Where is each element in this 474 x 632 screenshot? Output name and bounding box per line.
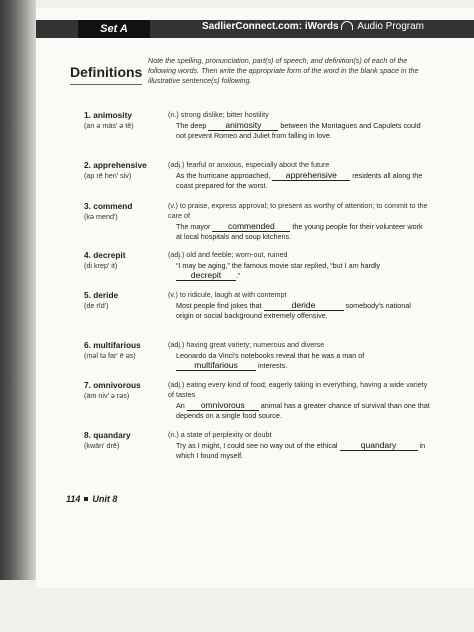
answer-blank[interactable]: apprehensive bbox=[272, 171, 350, 181]
entry-pronunciation: (di krep′ it) bbox=[84, 261, 118, 270]
entry-word: 1. animosity bbox=[84, 110, 132, 120]
entry-pronunciation: (kwän′ drē) bbox=[84, 441, 120, 450]
site-name: SadlierConnect.com: bbox=[202, 21, 303, 32]
answer-blank[interactable]: deride bbox=[264, 301, 344, 311]
answer-blank[interactable]: commended bbox=[212, 222, 290, 232]
entry-pronunciation: (ap rē hen′ siv) bbox=[84, 171, 132, 180]
entry-definition: (adj.) old and feeble; worn-out, ruined bbox=[168, 250, 288, 259]
page-footer bbox=[66, 494, 117, 504]
entry-definition: (adj.) having great variety; numerous and diverse bbox=[168, 340, 325, 349]
entry-sentence: “I may be aging,” the famous movie star replied, “but I am hardly decrepit .” bbox=[176, 261, 381, 280]
entry-word: 6. multifarious bbox=[84, 340, 141, 350]
entry-pronunciation: (məl tə far′ ē əs) bbox=[84, 351, 136, 360]
program-brand: iWords bbox=[304, 21, 339, 32]
entry-sentence: The deep animosity between the Montagues and Capulets could not prevent Romeo and Juliet from falling in love. bbox=[176, 120, 421, 140]
entry-pronunciation: (an ə mäs′ ə tē) bbox=[84, 121, 134, 130]
entry-sentence: The mayor commended the young people for their volunteer work at local hospitals and soup kitchens. bbox=[176, 221, 423, 241]
entry-definition: (v.) to ridicule, laugh at with contempt bbox=[168, 290, 287, 299]
unit-label: Unit 8 bbox=[92, 494, 118, 504]
answer-blank[interactable]: omnivorous bbox=[187, 401, 259, 411]
entry-sentence: Leonardo da Vinci's notebooks reveal that he was a man of multifarious interests. bbox=[176, 351, 365, 370]
entry-word: 8. quandary bbox=[84, 430, 131, 440]
footer-square-icon bbox=[84, 497, 88, 501]
textbook-page bbox=[36, 8, 474, 588]
entry-word: 5. deride bbox=[84, 290, 119, 300]
entry-word: 4. decrepit bbox=[84, 250, 126, 260]
entry-definition: (n.) a state of perplexity or doubt bbox=[168, 430, 272, 439]
entry-word: 2. apprehensive bbox=[84, 160, 147, 170]
entry-sentence: An omnivorous animal has a greater chance of survival than one that depends on a single food source. bbox=[176, 400, 430, 420]
entry-definition: (adj.) fearful or anxious, especially about the future bbox=[168, 160, 330, 169]
entry-word: 7. omnivorous bbox=[84, 380, 141, 390]
entry-word: 3. commend bbox=[84, 201, 133, 211]
entry-pronunciation: (äm niv′ ə rəs) bbox=[84, 391, 130, 400]
entry-sentence: Try as I might, I could see no way out of the ethical quandary in which I found myself. bbox=[176, 440, 426, 460]
page-number: 114 bbox=[66, 494, 81, 504]
instructions: Note the spelling, pronunciation, part(s) of speech, and definition(s) of each of the following words. Then write the appropriate form of the word in the blank space in the illustrative sentence(s) following. bbox=[148, 56, 419, 85]
answer-blank[interactable]: animosity bbox=[208, 121, 278, 131]
answer-blank[interactable]: decrepit bbox=[176, 271, 236, 281]
section-title: Definitions bbox=[70, 64, 143, 80]
program-suffix: Audio Program bbox=[357, 21, 425, 32]
answer-blank[interactable]: quandary bbox=[340, 441, 418, 451]
book-binding bbox=[0, 0, 36, 580]
entry-pronunciation: (de rīd′) bbox=[84, 301, 109, 310]
entry-sentence: Most people find jokes that deride somebody's national origin or social background extremely offensive. bbox=[176, 300, 411, 320]
entry-definition: (n.) strong dislike; bitter hostility bbox=[168, 110, 269, 119]
entry-definition: (adj.) eating every kind of food; eagerly taking in everything, having a wide variety of tastes bbox=[168, 380, 428, 399]
entry-definition: (v.) to praise, express approval; to present as worthy of attention; to commit to the care of bbox=[168, 201, 428, 220]
entry-pronunciation: (kə mend′) bbox=[84, 212, 118, 221]
background-surface bbox=[0, 588, 474, 632]
answer-blank[interactable]: multifarious bbox=[176, 361, 256, 371]
header-title bbox=[202, 21, 424, 32]
entry-sentence: As the hurricane approached, apprehensive residents all along the coast prepared for the worst. bbox=[176, 170, 423, 190]
set-label: Set A bbox=[78, 20, 150, 38]
headphones-icon bbox=[341, 21, 353, 30]
title-underline bbox=[70, 84, 142, 85]
